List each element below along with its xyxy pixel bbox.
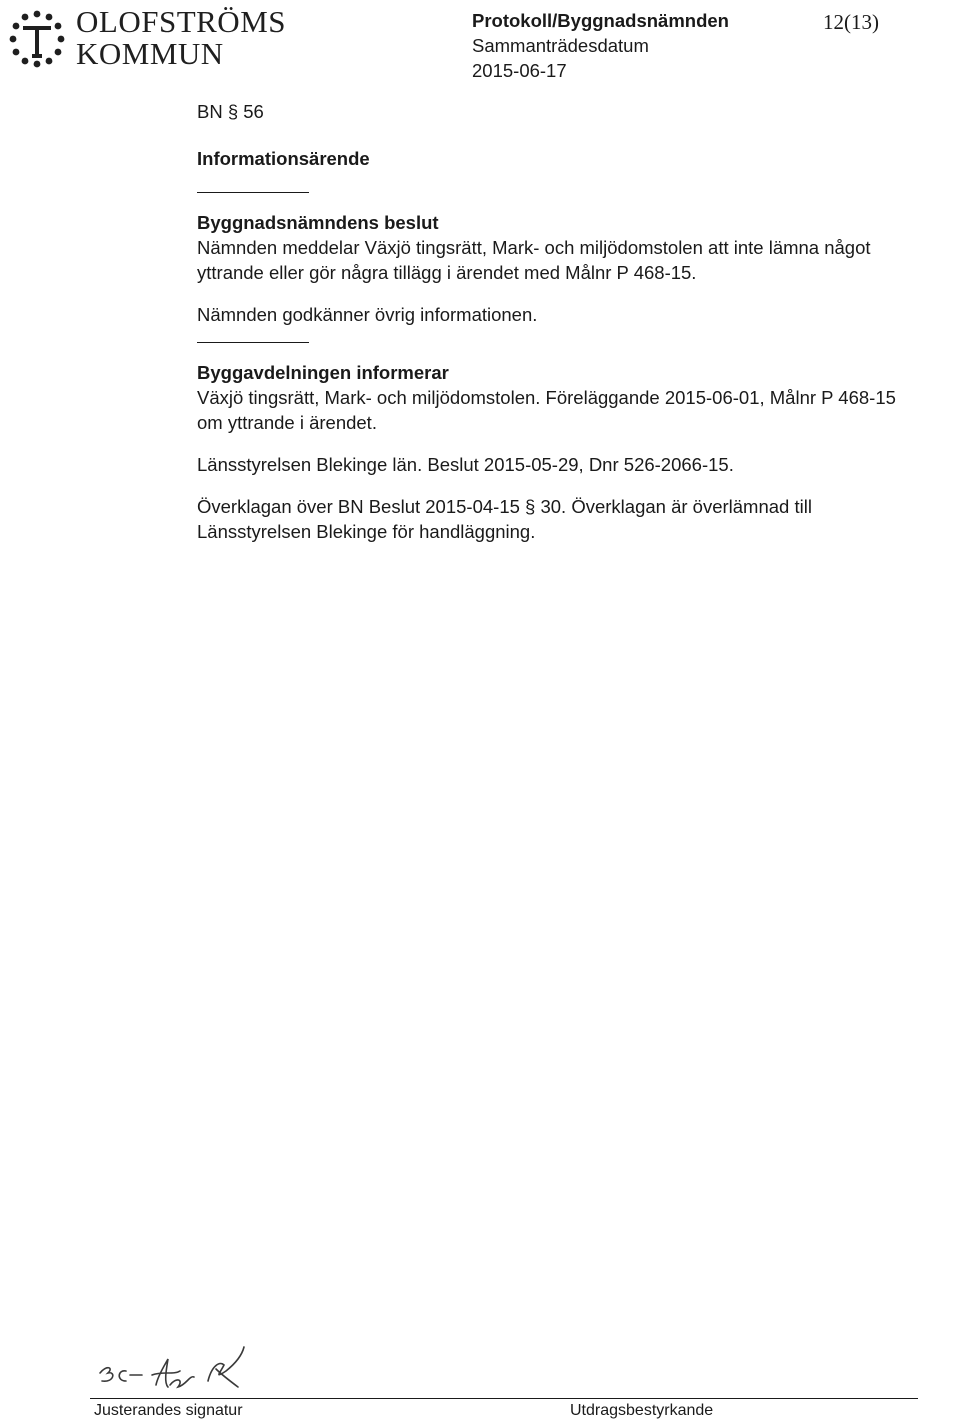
paragraph-reference: BN § 56: [197, 101, 264, 122]
extract-label: Utdragsbestyrkande: [570, 1402, 714, 1419]
appeal-line: Överklagan över BN Beslut 2015-04-15 § 30. Överklagan är överlämnad till: [197, 496, 812, 517]
handwritten-initials: [96, 1335, 266, 1395]
signature-label: Justerandes signatur: [94, 1402, 243, 1419]
meeting-date-label: Sammanträdesdatum: [472, 35, 649, 56]
logo-line-2: KOMMUN: [76, 36, 224, 71]
municipality-emblem-icon: [6, 8, 68, 70]
page-number: 12(13): [823, 10, 879, 34]
info-line: Växjö tingsrätt, Mark- och miljödomstolen. Föreläggande 2015-06-01, Målnr P 468-15: [197, 387, 896, 408]
appeal-line: Länsstyrelsen Blekinge för handläggning.: [197, 521, 536, 542]
approval-text: Nämnden godkänner övrig informationen.: [197, 304, 538, 325]
logo-wordmark: [76, 6, 286, 70]
document-body: [197, 99, 957, 544]
decision-heading: Byggnadsnämndens beslut: [197, 212, 439, 233]
divider: [197, 342, 309, 343]
municipality-logo: [6, 6, 378, 72]
document-title: Protokoll/Byggnadsnämnden: [472, 10, 729, 31]
info-heading: Byggavdelningen informerar: [197, 362, 449, 383]
decision-line: Nämnden meddelar Växjö tingsrätt, Mark- och miljödomstolen att inte lämna något: [197, 237, 871, 258]
subject-heading: Informationsärende: [197, 148, 370, 169]
meeting-date: 2015-06-17: [472, 60, 567, 81]
info-line: om yttrande i ärendet.: [197, 412, 377, 433]
county-decision-text: Länsstyrelsen Blekinge län. Beslut 2015-05-29, Dnr 526-2066-15.: [197, 454, 734, 475]
logo-line-1: OLOFSTRÖMS: [76, 4, 286, 39]
divider: [197, 192, 309, 193]
decision-line: yttrande eller gör några tillägg i ärendet med Målnr P 468-15.: [197, 262, 697, 283]
footer-rule: [90, 1398, 918, 1399]
document-header: [472, 8, 729, 83]
